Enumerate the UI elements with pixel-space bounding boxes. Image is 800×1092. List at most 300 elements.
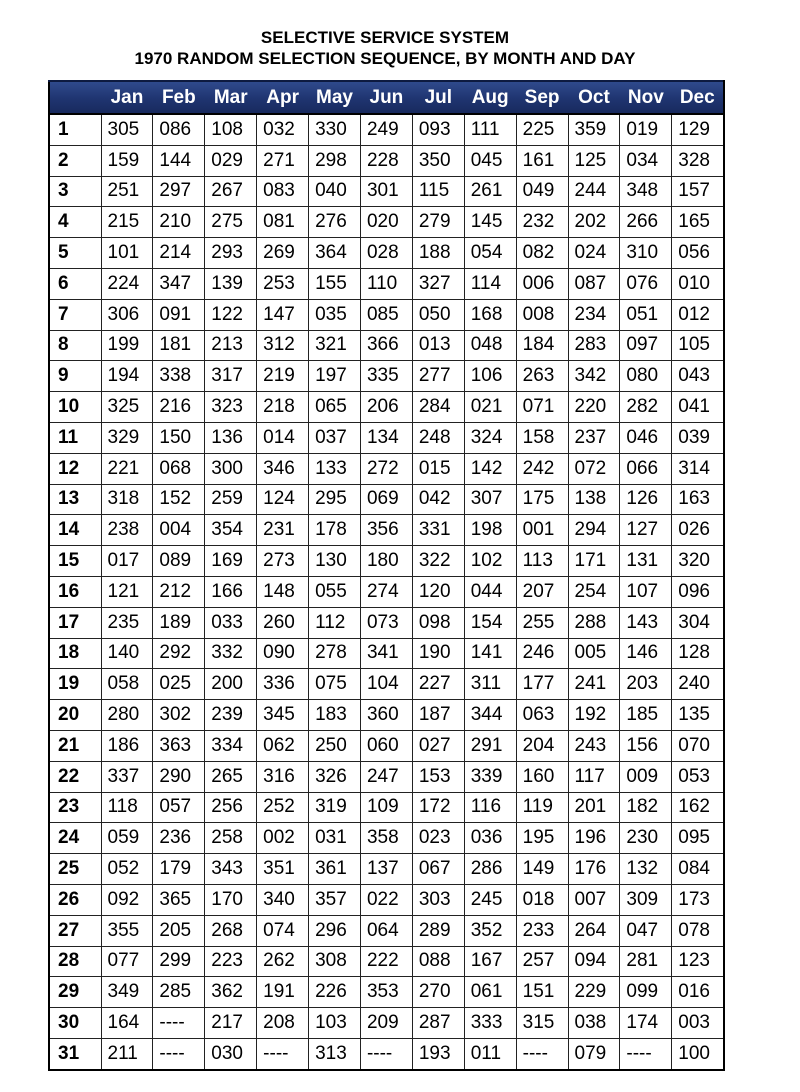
sequence-cell: 129 — [672, 114, 724, 145]
day-label: 30 — [49, 1008, 101, 1039]
sequence-cell: 318 — [101, 484, 153, 515]
sequence-cell: ---- — [153, 1008, 205, 1039]
sequence-cell: 343 — [205, 854, 257, 885]
sequence-cell: 263 — [516, 361, 568, 392]
table-row — [49, 946, 724, 977]
sequence-cell: 271 — [257, 145, 309, 176]
sequence-cell: 291 — [464, 730, 516, 761]
sequence-cell: 070 — [672, 730, 724, 761]
sequence-cell: 098 — [412, 607, 464, 638]
sequence-cell: 341 — [360, 638, 412, 669]
sequence-cell: 119 — [516, 792, 568, 823]
sequence-cell: 357 — [309, 884, 361, 915]
sequence-cell: 288 — [568, 607, 620, 638]
sequence-cell: 348 — [620, 176, 672, 207]
sequence-cell: 337 — [101, 761, 153, 792]
sequence-cell: 253 — [257, 268, 309, 299]
sequence-cell: 044 — [464, 576, 516, 607]
sequence-cell: 142 — [464, 453, 516, 484]
month-header-jan: Jan — [101, 81, 153, 114]
sequence-cell: 262 — [257, 946, 309, 977]
sequence-cell: 177 — [516, 669, 568, 700]
sequence-cell: 149 — [516, 854, 568, 885]
sequence-cell: 215 — [101, 207, 153, 238]
sequence-cell: 093 — [412, 114, 464, 145]
day-label: 4 — [49, 207, 101, 238]
sequence-cell: 157 — [672, 176, 724, 207]
sequence-cell: 099 — [620, 977, 672, 1008]
sequence-cell: 245 — [464, 884, 516, 915]
sequence-cell: 324 — [464, 422, 516, 453]
sequence-cell: 285 — [153, 977, 205, 1008]
sequence-cell: 222 — [360, 946, 412, 977]
sequence-cell: 032 — [257, 114, 309, 145]
sequence-cell: 083 — [257, 176, 309, 207]
sequence-cell: 190 — [412, 638, 464, 669]
sequence-cell: 270 — [412, 977, 464, 1008]
sequence-cell: 286 — [464, 854, 516, 885]
sequence-cell: 014 — [257, 422, 309, 453]
sequence-cell: 069 — [360, 484, 412, 515]
sequence-cell: 351 — [257, 854, 309, 885]
sequence-cell: 049 — [516, 176, 568, 207]
sequence-cell: 168 — [464, 299, 516, 330]
sequence-cell: 136 — [205, 422, 257, 453]
sequence-cell: 295 — [309, 484, 361, 515]
sequence-cell: 289 — [412, 915, 464, 946]
day-label: 7 — [49, 299, 101, 330]
day-label: 13 — [49, 484, 101, 515]
sequence-cell: 080 — [620, 361, 672, 392]
sequence-cell: 085 — [360, 299, 412, 330]
table-row — [49, 330, 724, 361]
sequence-cell: 297 — [153, 176, 205, 207]
sequence-cell: 296 — [309, 915, 361, 946]
sequence-cell: 346 — [257, 453, 309, 484]
sequence-cell: 060 — [360, 730, 412, 761]
sequence-cell: 196 — [568, 823, 620, 854]
day-label: 27 — [49, 915, 101, 946]
sequence-cell: 161 — [516, 145, 568, 176]
sequence-cell: 269 — [257, 238, 309, 269]
sequence-cell: 208 — [257, 1008, 309, 1039]
day-label: 5 — [49, 238, 101, 269]
sequence-cell: 228 — [360, 145, 412, 176]
sequence-cell: 001 — [516, 515, 568, 546]
table-row — [49, 484, 724, 515]
sequence-cell: 015 — [412, 453, 464, 484]
sequence-cell: 034 — [620, 145, 672, 176]
sequence-cell: 103 — [309, 1008, 361, 1039]
sequence-cell: 038 — [568, 1008, 620, 1039]
sequence-cell: 237 — [568, 422, 620, 453]
sequence-cell: 267 — [205, 176, 257, 207]
sequence-cell: 257 — [516, 946, 568, 977]
table-row — [49, 546, 724, 577]
sequence-cell: 143 — [620, 607, 672, 638]
sequence-cell: 122 — [205, 299, 257, 330]
title-line-2: 1970 RANDOM SELECTION SEQUENCE, BY MONTH AND DAY — [134, 49, 636, 68]
sequence-cell: 076 — [620, 268, 672, 299]
sequence-cell: 154 — [464, 607, 516, 638]
sequence-cell: 128 — [672, 638, 724, 669]
sequence-cell: 117 — [568, 761, 620, 792]
table-row — [49, 361, 724, 392]
sequence-cell: 283 — [568, 330, 620, 361]
sequence-cell: 209 — [360, 1008, 412, 1039]
sequence-cell: 309 — [620, 884, 672, 915]
sequence-cell: 240 — [672, 669, 724, 700]
sequence-cell: 006 — [516, 268, 568, 299]
sequence-cell: 304 — [672, 607, 724, 638]
sequence-cell: 089 — [153, 546, 205, 577]
sequence-cell: 224 — [101, 268, 153, 299]
sequence-cell: 282 — [620, 392, 672, 423]
sequence-cell: 067 — [412, 854, 464, 885]
sequence-cell: ---- — [516, 1038, 568, 1069]
sequence-cell: 024 — [568, 238, 620, 269]
sequence-cell: 280 — [101, 700, 153, 731]
sequence-cell: 365 — [153, 884, 205, 915]
sequence-cell: 173 — [672, 884, 724, 915]
table-row — [49, 392, 724, 423]
sequence-cell: 183 — [309, 700, 361, 731]
month-header-sep: Sep — [516, 81, 568, 114]
sequence-cell: 189 — [153, 607, 205, 638]
sequence-cell: 016 — [672, 977, 724, 1008]
sequence-cell: 354 — [205, 515, 257, 546]
sequence-cell: 158 — [516, 422, 568, 453]
day-label: 12 — [49, 453, 101, 484]
day-label: 18 — [49, 638, 101, 669]
sequence-cell: 178 — [309, 515, 361, 546]
sequence-cell: 088 — [412, 946, 464, 977]
sequence-cell: 107 — [620, 576, 672, 607]
sequence-cell: 203 — [620, 669, 672, 700]
sequence-cell: 120 — [412, 576, 464, 607]
sequence-cell: 017 — [101, 546, 153, 577]
sequence-cell: 002 — [257, 823, 309, 854]
sequence-cell: 010 — [672, 268, 724, 299]
sequence-cell: 004 — [153, 515, 205, 546]
sequence-cell: 223 — [205, 946, 257, 977]
sequence-cell: 090 — [257, 638, 309, 669]
sequence-cell: 159 — [101, 145, 153, 176]
table-row — [49, 1038, 724, 1069]
sequence-cell: 063 — [516, 700, 568, 731]
sequence-cell: 306 — [101, 299, 153, 330]
table-row — [49, 176, 724, 207]
month-header-nov: Nov — [620, 81, 672, 114]
sequence-cell: 144 — [153, 145, 205, 176]
sequence-cell: 011 — [464, 1038, 516, 1069]
sequence-cell: 033 — [205, 607, 257, 638]
sequence-cell: 302 — [153, 700, 205, 731]
sequence-cell: 320 — [672, 546, 724, 577]
sequence-cell: 075 — [309, 669, 361, 700]
sequence-cell: 079 — [568, 1038, 620, 1069]
sequence-cell: 095 — [672, 823, 724, 854]
sequence-cell: 092 — [101, 884, 153, 915]
sequence-cell: 268 — [205, 915, 257, 946]
table-row — [49, 792, 724, 823]
sequence-cell: 114 — [464, 268, 516, 299]
sequence-cell: 294 — [568, 515, 620, 546]
sequence-cell: 278 — [309, 638, 361, 669]
sequence-cell: 210 — [153, 207, 205, 238]
sequence-cell: 350 — [412, 145, 464, 176]
sequence-cell: 091 — [153, 299, 205, 330]
sequence-cell: 068 — [153, 453, 205, 484]
sequence-cell: 335 — [360, 361, 412, 392]
sequence-cell: 307 — [464, 484, 516, 515]
sequence-cell: 333 — [464, 1008, 516, 1039]
sequence-cell: ---- — [360, 1038, 412, 1069]
sequence-cell: 113 — [516, 546, 568, 577]
sequence-cell: 052 — [101, 854, 153, 885]
sequence-cell: 181 — [153, 330, 205, 361]
sequence-cell: 056 — [672, 238, 724, 269]
sequence-cell: 284 — [412, 392, 464, 423]
sequence-cell: 235 — [101, 607, 153, 638]
sequence-cell: 174 — [620, 1008, 672, 1039]
month-header-oct: Oct — [568, 81, 620, 114]
sequence-cell: 059 — [101, 823, 153, 854]
sequence-cell: 146 — [620, 638, 672, 669]
sequence-cell: 330 — [309, 114, 361, 145]
sequence-cell: 105 — [672, 330, 724, 361]
header-row — [49, 81, 724, 114]
day-label: 16 — [49, 576, 101, 607]
sequence-cell: 250 — [309, 730, 361, 761]
sequence-cell: 197 — [309, 361, 361, 392]
month-header-dec: Dec — [672, 81, 724, 114]
sequence-cell: 290 — [153, 761, 205, 792]
sequence-cell: 145 — [464, 207, 516, 238]
sequence-cell: 342 — [568, 361, 620, 392]
sequence-cell: 053 — [672, 761, 724, 792]
table-row — [49, 268, 724, 299]
title-line-1: SELECTIVE SERVICE SYSTEM — [260, 28, 510, 47]
sequence-cell: 030 — [205, 1038, 257, 1069]
sequence-cell: 097 — [620, 330, 672, 361]
sequence-cell: 175 — [516, 484, 568, 515]
sequence-cell: 126 — [620, 484, 672, 515]
sequence-cell: 012 — [672, 299, 724, 330]
sequence-cell: 265 — [205, 761, 257, 792]
day-label: 9 — [49, 361, 101, 392]
sequence-cell: 111 — [464, 114, 516, 145]
sequence-cell: 138 — [568, 484, 620, 515]
sequence-cell: 081 — [257, 207, 309, 238]
day-label: 23 — [49, 792, 101, 823]
sequence-cell: 233 — [516, 915, 568, 946]
sequence-cell: 035 — [309, 299, 361, 330]
sequence-cell: 104 — [360, 669, 412, 700]
sequence-cell: 221 — [101, 453, 153, 484]
sequence-cell: 023 — [412, 823, 464, 854]
sequence-cell: 315 — [516, 1008, 568, 1039]
sequence-cell: 214 — [153, 238, 205, 269]
sequence-cell: 110 — [360, 268, 412, 299]
sequence-cell: 005 — [568, 638, 620, 669]
sequence-cell: 352 — [464, 915, 516, 946]
sequence-cell: 094 — [568, 946, 620, 977]
sequence-cell: 047 — [620, 915, 672, 946]
sequence-cell: 061 — [464, 977, 516, 1008]
day-label: 22 — [49, 761, 101, 792]
sequence-cell: 167 — [464, 946, 516, 977]
sequence-cell: 246 — [516, 638, 568, 669]
sequence-cell: 356 — [360, 515, 412, 546]
draft-lottery-table — [48, 80, 725, 1071]
sequence-cell: 311 — [464, 669, 516, 700]
header-corner — [49, 81, 101, 114]
sequence-cell: 242 — [516, 453, 568, 484]
sequence-cell: 077 — [101, 946, 153, 977]
sequence-cell: 162 — [672, 792, 724, 823]
sequence-cell: 252 — [257, 792, 309, 823]
sequence-cell: 331 — [412, 515, 464, 546]
sequence-cell: 287 — [412, 1008, 464, 1039]
sequence-cell: 020 — [360, 207, 412, 238]
sequence-cell: 254 — [568, 576, 620, 607]
sequence-cell: 319 — [309, 792, 361, 823]
sequence-cell: 258 — [205, 823, 257, 854]
day-label: 31 — [49, 1038, 101, 1069]
sequence-cell: 043 — [672, 361, 724, 392]
sequence-cell: 205 — [153, 915, 205, 946]
sequence-cell: 308 — [309, 946, 361, 977]
sequence-cell: 108 — [205, 114, 257, 145]
sequence-cell: 026 — [672, 515, 724, 546]
sequence-cell: 171 — [568, 546, 620, 577]
month-header-jun: Jun — [360, 81, 412, 114]
sequence-cell: 349 — [101, 977, 153, 1008]
sequence-cell: 121 — [101, 576, 153, 607]
sequence-cell: 054 — [464, 238, 516, 269]
sequence-cell: 036 — [464, 823, 516, 854]
sequence-cell: 193 — [412, 1038, 464, 1069]
sequence-cell: 339 — [464, 761, 516, 792]
month-header-may: May — [309, 81, 361, 114]
sequence-cell: 155 — [309, 268, 361, 299]
sequence-cell: 156 — [620, 730, 672, 761]
sequence-cell: 188 — [412, 238, 464, 269]
sequence-cell: 272 — [360, 453, 412, 484]
sequence-cell: 216 — [153, 392, 205, 423]
sequence-cell: 264 — [568, 915, 620, 946]
sequence-cell: 202 — [568, 207, 620, 238]
sequence-cell: 334 — [205, 730, 257, 761]
sequence-cell: 293 — [205, 238, 257, 269]
sequence-cell: 182 — [620, 792, 672, 823]
sequence-cell: 323 — [205, 392, 257, 423]
sequence-cell: 255 — [516, 607, 568, 638]
sequence-cell: 166 — [205, 576, 257, 607]
sequence-cell: 347 — [153, 268, 205, 299]
sequence-cell: 118 — [101, 792, 153, 823]
sequence-cell: 078 — [672, 915, 724, 946]
sequence-cell: 329 — [101, 422, 153, 453]
sequence-cell: 150 — [153, 422, 205, 453]
table-row — [49, 884, 724, 915]
sequence-cell: 213 — [205, 330, 257, 361]
sequence-cell: 326 — [309, 761, 361, 792]
sequence-cell: 140 — [101, 638, 153, 669]
sequence-cell: 109 — [360, 792, 412, 823]
sequence-cell: 226 — [309, 977, 361, 1008]
sequence-cell: 194 — [101, 361, 153, 392]
table-row — [49, 977, 724, 1008]
sequence-cell: 276 — [309, 207, 361, 238]
day-label: 28 — [49, 946, 101, 977]
sequence-cell: 133 — [309, 453, 361, 484]
sequence-cell: 299 — [153, 946, 205, 977]
sequence-cell: 361 — [309, 854, 361, 885]
sequence-cell: 045 — [464, 145, 516, 176]
table-row — [49, 207, 724, 238]
sequence-cell: 009 — [620, 761, 672, 792]
sequence-cell: 106 — [464, 361, 516, 392]
sequence-cell: 201 — [568, 792, 620, 823]
sequence-cell: 124 — [257, 484, 309, 515]
sequence-cell: 134 — [360, 422, 412, 453]
sequence-cell: 317 — [205, 361, 257, 392]
sequence-cell: 312 — [257, 330, 309, 361]
day-label: 24 — [49, 823, 101, 854]
sequence-cell: 179 — [153, 854, 205, 885]
sequence-cell: 137 — [360, 854, 412, 885]
sequence-cell: 259 — [205, 484, 257, 515]
sequence-cell: 366 — [360, 330, 412, 361]
sequence-cell: 275 — [205, 207, 257, 238]
sequence-cell: 084 — [672, 854, 724, 885]
sequence-cell: 322 — [412, 546, 464, 577]
month-header-jul: Jul — [412, 81, 464, 114]
sequence-cell: 360 — [360, 700, 412, 731]
sequence-cell: 292 — [153, 638, 205, 669]
sequence-cell: 232 — [516, 207, 568, 238]
sequence-cell: 305 — [101, 114, 153, 145]
sequence-cell: 055 — [309, 576, 361, 607]
sequence-cell: 249 — [360, 114, 412, 145]
sequence-cell: 338 — [153, 361, 205, 392]
sequence-cell: 247 — [360, 761, 412, 792]
sequence-cell: 225 — [516, 114, 568, 145]
table-body — [49, 114, 724, 1070]
sequence-cell: 353 — [360, 977, 412, 1008]
sequence-cell: 229 — [568, 977, 620, 1008]
sequence-cell: 239 — [205, 700, 257, 731]
sequence-cell: 355 — [101, 915, 153, 946]
sequence-cell: 321 — [309, 330, 361, 361]
sequence-cell: 073 — [360, 607, 412, 638]
sequence-cell: 204 — [516, 730, 568, 761]
day-label: 11 — [49, 422, 101, 453]
sequence-cell: 231 — [257, 515, 309, 546]
sequence-cell: 131 — [620, 546, 672, 577]
sequence-cell: 130 — [309, 546, 361, 577]
table-row — [49, 761, 724, 792]
day-label: 8 — [49, 330, 101, 361]
sequence-cell: 046 — [620, 422, 672, 453]
sequence-cell: 191 — [257, 977, 309, 1008]
sequence-cell: 218 — [257, 392, 309, 423]
month-header-feb: Feb — [153, 81, 205, 114]
month-header-aug: Aug — [464, 81, 516, 114]
sequence-cell: 243 — [568, 730, 620, 761]
